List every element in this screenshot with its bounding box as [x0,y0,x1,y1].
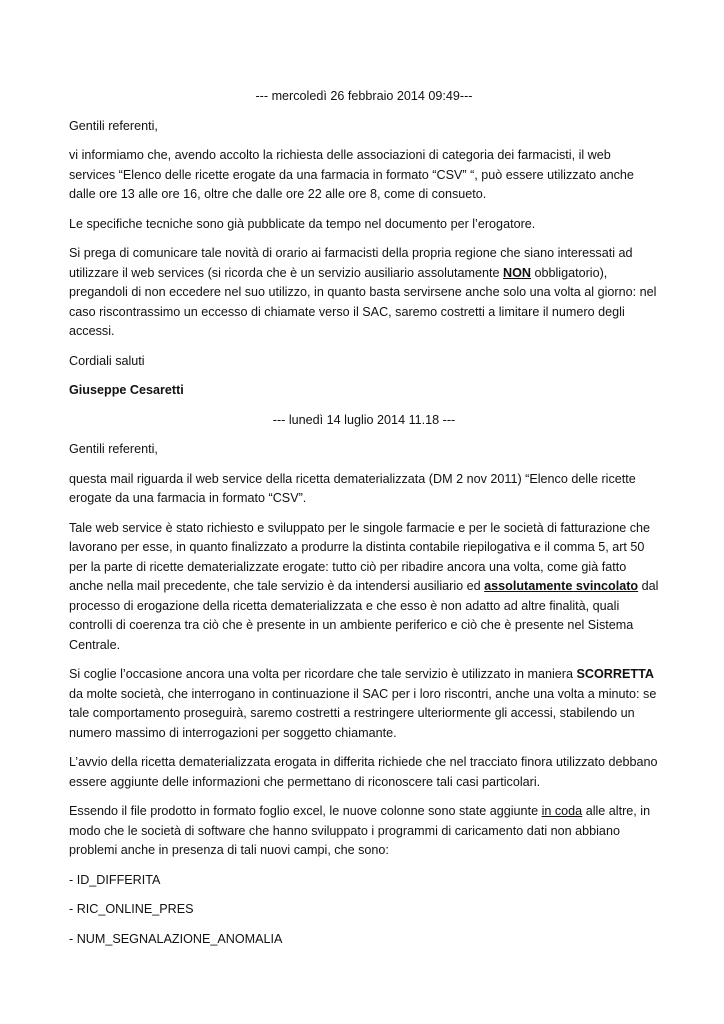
field-item: - ID_DIFFERITA [69,872,161,887]
email1-signature: Giuseppe Cesaretti [69,383,184,397]
email1-p3-text-a: Si prega di comunicare tale novità di orario ai farmacisti della propria regione che siano interessati ad utilizzare il web services (si ricorda che è un servizio ausiliario assolutamente [69,246,633,280]
email1-paragraph-2: Le specifiche tecniche sono già pubblicate da tempo nel documento per l’erogatore. [69,216,536,231]
field-item: - RIC_ONLINE_PRES [69,902,194,916]
email2-paragraph-4: L’avvio della ricetta dematerializzata erogata in differita richiede che nel tracciato finora utilizzato debbano essere aggiunte delle informazioni che permettano di riconoscere tali casi particolari. [69,755,658,789]
email2-paragraph-1: questa mail riguarda il web service della ricetta dematerializzata (DM 2 nov 2011) “Elenco delle ricette erogate da una farmacia in formato “CSV”. [69,471,636,505]
email1-paragraph-3 [69,244,659,342]
email1-paragraph-1: vi informiamo che, avendo accolto la richiesta delle associazioni di categoria dei farmacisti, il web services “Elenco delle ricette erogate da una farmacia in formato “CSV” “, può essere utilizzato anche dalle ore 13 alle ore 16, oltre che dalle ore 22 alle ore 8, come di consueto. [69,148,634,201]
email2-paragraph-3 [69,665,659,743]
field-item: - NUM_SEGNALAZIONE_ANOMALIA [69,931,283,946]
email1-greeting: Gentili referenti, [69,118,158,133]
email2-p5-text-a: Essendo il file prodotto in formato foglio excel, le nuove colonne sono state aggiunte [69,804,542,818]
email2-p2-text-b: dal processo di erogazione della ricetta dematerializzata e che esso è non adatto ad altre finalità, quali controlli di coerenza tra ciò che è presente in un ambiente periferico e ciò che è presente nel Sistema Centrale. [69,579,659,652]
email2-greeting: Gentili referenti, [69,442,158,456]
email2-p2-text-a: Tale web service è stato richiesto e sviluppato per le singole farmacie e per le società di fatturazione che lavorano per esse, in quanto finalizzato a produrre la distinta contabile riepilogativa e il comma 5, art 50 per la parte di ricette dematerializzate erogate: tutto ciò per ribadire ancora una volta, come già fatto anche nella mail precedente, che tale servizio è da intendersi ausiliario ed [69,520,651,593]
email1-date: --- mercoledì 26 febbraio 2014 09:49--- [255,89,473,103]
email2-p3-emphasis: SCORRETTA [576,667,654,681]
email1-closing: Cordiali saluti [69,353,145,368]
email2-paragraph-2 [69,519,659,656]
email2-paragraph-5 [69,802,659,861]
email2-p3-text-b: da molte società, che interrogano in continuazione il SAC per i loro riscontri, anche una volta a minuto: se tale comportamento proseguirà, saremo costretti a restringere ulteriormente gli accessi, stabilendo un numero massimo di interrogazioni per soggetto chiamante. [69,686,657,740]
email2-p5-text-b: alle altre, in modo che le società di software che hanno sviluppato i programmi di caricamento dati non abbiano problemi anche in presenza di tali nuovi campi, che sono: [69,804,651,857]
document-page [69,87,659,959]
email1-p3-emphasis: NON [502,265,531,280]
email2-p5-emphasis: in coda [541,804,583,818]
email2-date: --- lunedì 14 luglio 2014 11.18 --- [272,412,456,427]
email1-p3-text-b: obbligatorio), pregandoli di non eccedere nel suo utilizzo, in quanto basta servirsene anche solo una volta al giorno: nel caso riscontrassimo un eccesso di chiamate verso il SAC, saremo costretti a limitare il numero degli accessi. [69,265,657,338]
email2-p3-text-a: Si coglie l’occasione ancora una volta per ricordare che tale servizio è utilizzato in maniera [69,667,577,681]
email2-p2-emphasis: assolutamente svincolato [484,579,639,593]
